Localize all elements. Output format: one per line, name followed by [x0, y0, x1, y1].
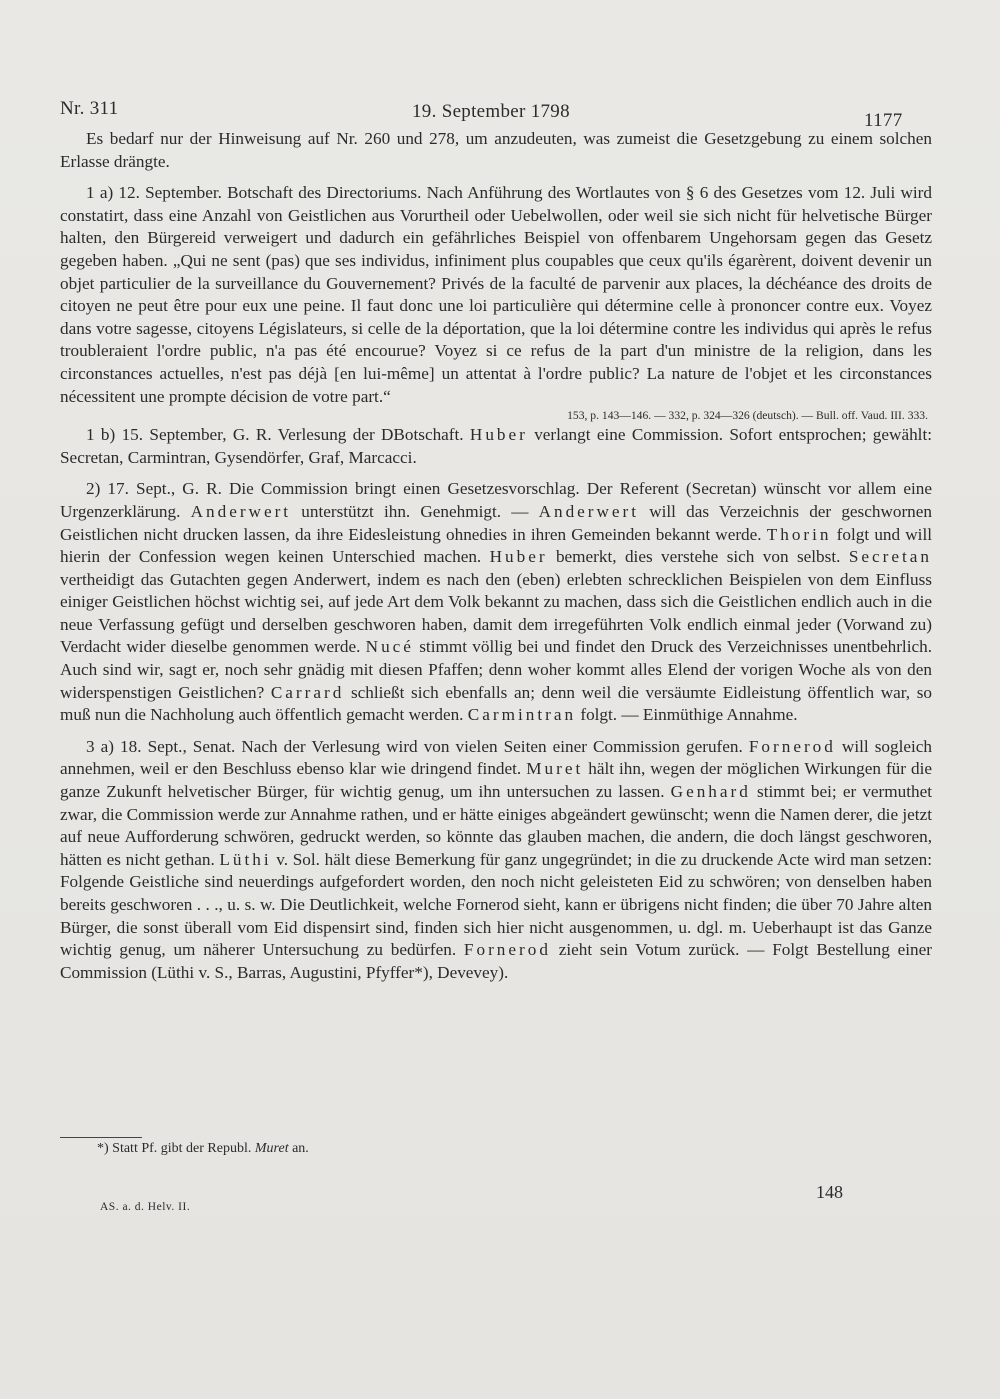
sheet-number: 148 — [816, 1182, 843, 1202]
speaker-name: Huber — [469, 425, 528, 445]
document-date: 19. September 1798 — [412, 101, 570, 122]
page-number: 1177 — [864, 110, 903, 131]
paragraph-1b — [60, 424, 932, 469]
paragraph-3a-text: v. Sol. hält diese Bemerkung für ganz ungegründet; in die zu druckende Acte wird man setzen: Folgende Geistliche sind neuerdings aufgefordert worden, den noch nicht geleisteten Eid zu schwören; von denselben haben bereits geschworen . . ., u. s. w. Die Deutlichkeit, welche Fornerod sieht, kann er übrigens nicht finden; die über 70 Jahre alten Bürger, die sonst überall vom Eid dispensirt sind, finden sich hier nicht ausgenommen, u. dgl. m. Ueberhaupt ist das Ganze wichtig genug, um näherer Untersuchung zu bedürfen. — [60, 849, 932, 960]
footnote-italic-name: Muret — [254, 1141, 289, 1156]
paragraph-2-text: vertheidigt das Gutachten gegen Anderwert, indem es nach den (eben) erlebten schrecklichen Beispielen von dem Einfluss einiger Geistlichen höchst wichtig sei, auf jede Art dem Volk bekannt zu machen, dass sich die Geistlichen endlich auch in die neue Verfassung gefügt und derselben geschworen haben, damit dem irregeführten Volk endlich einmal jeder (Vorwand zu) Verdacht wider dieselbe genommen werde. — [60, 569, 932, 657]
paragraph-2-text: unterstützt ihn. Genehmigt. — — [291, 501, 539, 521]
printer-signature: AS. a. d. Helv. II. — [100, 1201, 191, 1213]
speaker-name: Muret — [526, 759, 584, 779]
speaker-name: Lüthi — [219, 849, 272, 869]
speaker-name: Anderwert — [538, 501, 640, 521]
paragraph-3a-text: 3 a) 18. Sept., Senat. Nach der Verlesung wird von vielen Seiten einer Commission gerufen. — [86, 736, 749, 756]
footnote-text: *) Statt Pf. gibt der Republ. — [97, 1141, 255, 1156]
speaker-name: Secretan — [848, 547, 932, 567]
speaker-name: Nucé — [365, 637, 414, 657]
speaker-name: Huber — [489, 547, 548, 567]
paragraph-1b-lead: 1 b) 15. September, G. R. Verlesung der DBotschaft. — [86, 425, 470, 445]
paragraph-2-text: schließt sich ebenfalls an; denn weil die versäumte Eidleistung öffentlich war, so muß nun die Nachholung auch öffentlich gemacht werden. — [60, 682, 932, 725]
speaker-name: Carrard — [270, 682, 345, 702]
footnote — [97, 1141, 309, 1157]
speaker-name: Anderwert — [190, 501, 292, 521]
paragraph-2-text: bemerkt, dies verstehe sich von selbst. — [547, 547, 849, 567]
paragraph-3a-text: will sogleich annehmen, weil er den Beschluss ebenso klar wie dringend findet. — [60, 736, 932, 779]
paragraph-3a — [60, 736, 932, 985]
speaker-name: Fornerod — [463, 940, 551, 960]
paragraph-3a-text: stimmt bei; er vermuthet zwar, die Commission werde zur Annahme rathen, und er hätte einiges abgeändert gewünscht; wenn die Namen derer, die jetzt auf neue Aufforderung schwören, gedruckt werden, so könnte das glauben machen, die andern, die doch längst geschworen, hätten es nicht gethan. — [60, 782, 933, 869]
paragraph-1a: 1 a) 12. September. Botschaft des Directoriums. Nach Anführung des Wortlautes von § 6 des Gesetzes vom 12. Juli wird constatirt, dass eine Anzahl von Geistlichen aus Vorurtheil oder Uebelwollen, oder weil sie sich nicht für helvetische Bürger halten, den Bürgereid verweigert und dadurch ein gefährliches Beispiel von offenbarem Ungehorsam gegen das Gesetz gegeben haben. „Qui ne sent (pas) que ses individus, infiniment plus coupables que ceux qu'ils égarèrent, doivent devenir un objet particulier de la surveillance du Gouvernement? Privés de la faculté de parvenir aux places, la déchéance des droits de citoyen ne peut être pour eux une peine. Il faut donc une loi particulière qui détermine celle à prononcer contre eux. Voyez dans votre sagesse, citoyens Législateurs, si celle de la déportation, que la loi détermine contre les individus qui après le refus troubleraient l'ordre public, n'a pas été encourue? Voyez si ce refus de la part d'un ministre de la religion, dans les circonstances actuelles, n'est pas déjà [en lui-même] un attentat à l'ordre public? La nature de l'objet et les circonstances nécessitent une prompte décision de votre part.“ — [60, 183, 932, 406]
footnote-divider — [60, 1137, 142, 1138]
paragraph-3a-text: hält ihn, wegen der möglichen Wirkungen für die ganze Zukunft helvetischer Bürger, für wichtig genug, um ihn untersuchen zu lassen. — [60, 759, 933, 802]
paragraph-2-text: folgt und will hierin der Confession wegen keinen Unterschied machen. — [60, 524, 933, 567]
paragraph-2 — [60, 478, 932, 727]
body-text — [60, 128, 932, 984]
intro-paragraph: Es bedarf nur der Hinweisung auf Nr. 260 und 278, um anzudeuten, was zumeist die Gesetzgebung zu einem solchen Erlasse drängte. — [60, 129, 932, 171]
speaker-name: Carmintran — [467, 705, 577, 725]
footnote-tail: an. — [288, 1141, 309, 1156]
paragraph-2-text: 2) 17. Sept., G. R. Die Commission bringt einen Gesetzesvorschlag. Der Referent (Secretan) wünscht vor allem eine Urgenzerklärung. — [60, 479, 932, 521]
speaker-name: Genhard — [670, 782, 751, 802]
paragraph-2-text: stimmt völlig bei und findet den Druck des Verzeichnisses unentbehrlich. Auch sind wir, sagt er, noch sehr gnädig mit diesen Pfaffen; denn woher kommt alles Elend der vorigen Woche als von den widerspenstigen Geistlichen? — [60, 637, 932, 702]
speaker-name: Fornerod — [748, 736, 836, 756]
document-number: Nr. 311 — [60, 98, 119, 119]
paragraph-2-text: will das Verzeichnis der geschwornen Geistlichen nicht drucken lassen, da ihre Eidesleistung ohnedies in ihren Gemeinden bekannt werde. — [60, 501, 932, 544]
speaker-name: Thorin — [766, 524, 832, 544]
source-reference: 153, p. 143—146. — 332, p. 324—326 (deutsch). — Bull. off. Vaud. III. 333. — [567, 409, 928, 423]
paragraph-2-text: folgt. — Einmüthige Annahme. — [576, 705, 798, 725]
paragraph-1b-rest: verlangt eine Commission. Sofort entsprochen; gewählt: Secretan, Carmintran, Gysendörfer, Graf, Marcacci. — [60, 425, 932, 467]
paragraph-3a-text: zieht sein Votum zurück. — Folgt Bestellung einer Commission (Lüthi v. S., Barras, Augustini, Pfyffer*), Devevey). — [60, 940, 933, 982]
